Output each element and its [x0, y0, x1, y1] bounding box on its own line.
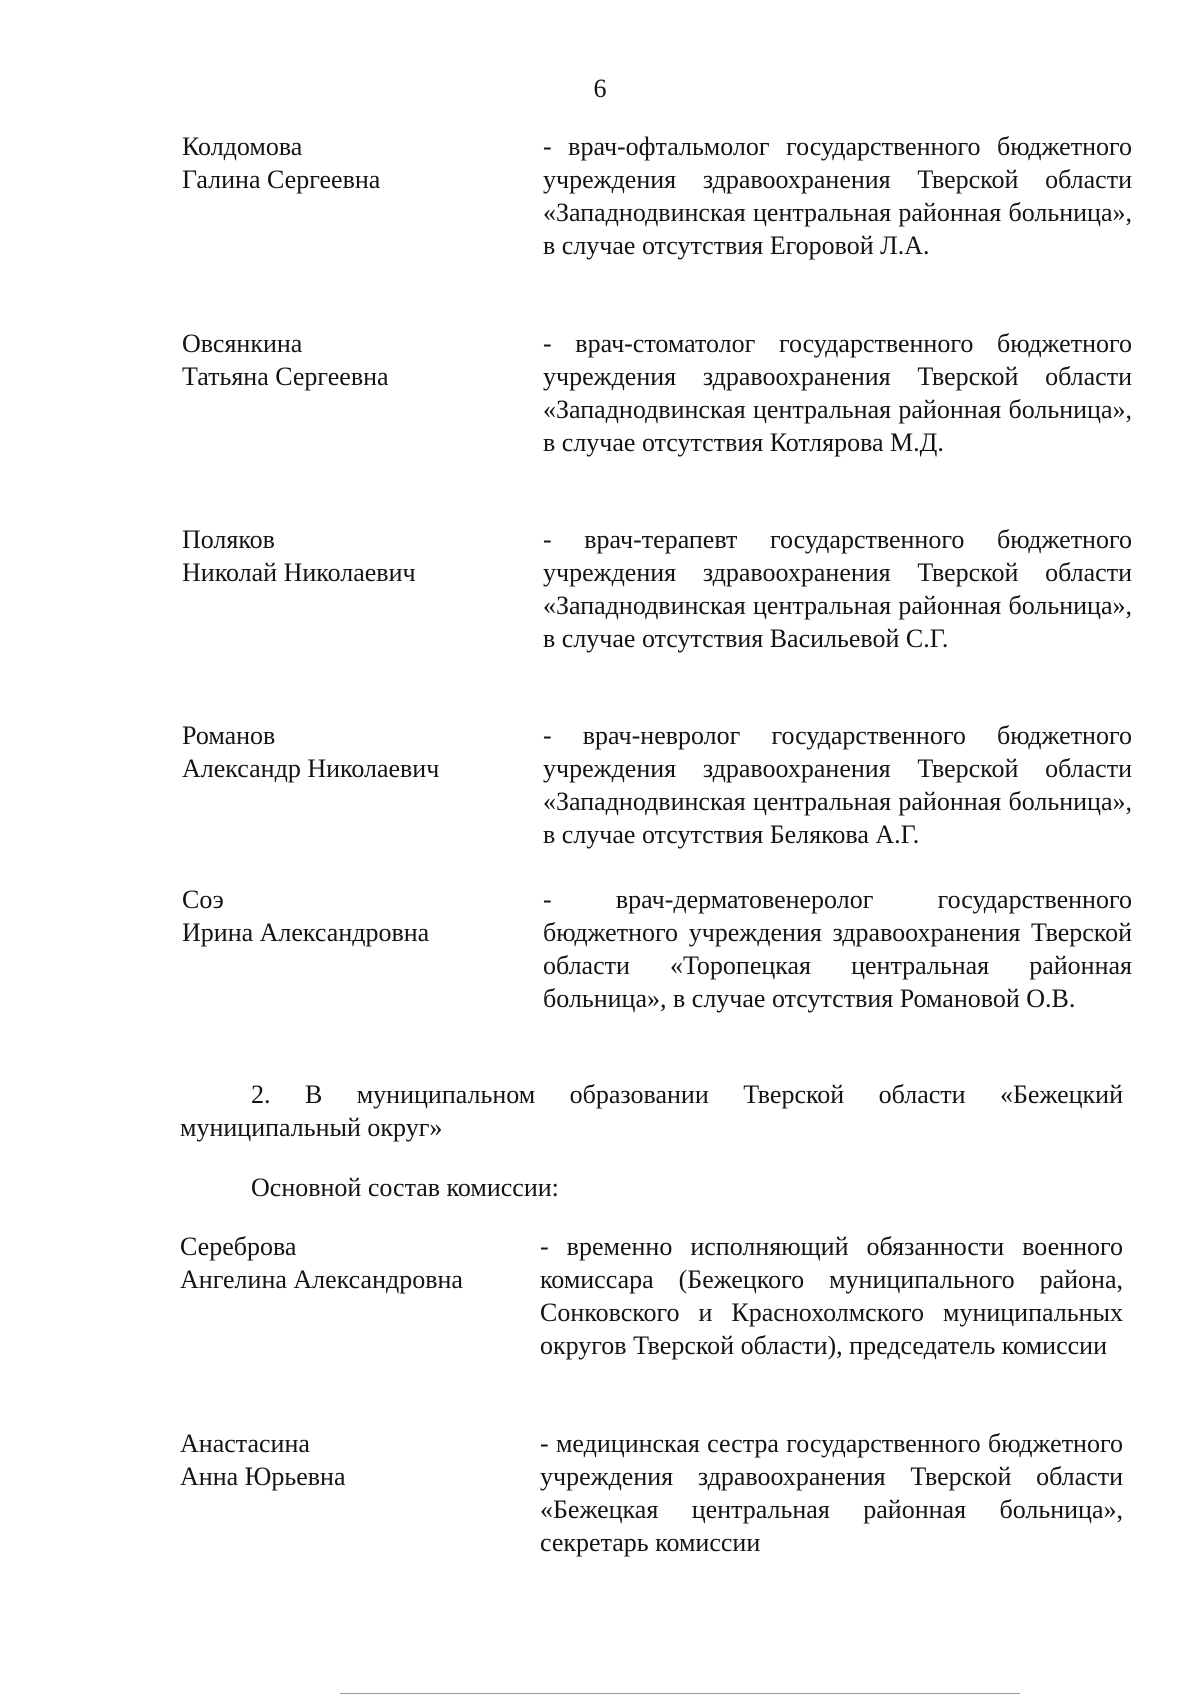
- bottom-edge-line: [340, 1693, 1020, 1694]
- member-description: - врач-стоматолог государственного бюджетного учреждения здравоохранения Тверской области «Западнодвинская центральная районная больница», в случае отсутствия Котлярова М.Д.: [543, 329, 1132, 457]
- member-surname: Соэ: [182, 885, 224, 914]
- member-surname: Колдомова: [182, 132, 303, 161]
- member-surname: Романов: [182, 721, 276, 750]
- member-description: - врач-невролог государственного бюджетного учреждения здравоохранения Тверской области «Западнодвинская центральная районная больница», в случае отсутствия Белякова А.Г.: [543, 721, 1132, 849]
- member-description: - врач-терапевт государственного бюджетного учреждения здравоохранения Тверской области «Западнодвинская центральная районная больница», в случае отсутствия Васильевой С.Г.: [543, 525, 1132, 653]
- member-name: [182, 523, 522, 589]
- member-given-names: Александр Николаевич: [182, 754, 440, 783]
- member-given-names: Анна Юрьевна: [180, 1462, 346, 1491]
- member-name: [180, 1427, 520, 1493]
- member-surname: Поляков: [182, 525, 275, 554]
- member-name: [182, 883, 522, 949]
- member-description: - врач-дерматовенеролог государственного бюджетного учреждения здравоохранения Тверской области «Торопецкая центральная районная больница», в случае отсутствия Романовой О.В.: [543, 885, 1132, 1013]
- member-name: [180, 1230, 520, 1296]
- member-given-names: Ангелина Александровна: [180, 1265, 463, 1294]
- member-surname: Сереброва: [180, 1232, 297, 1261]
- member-given-names: Галина Сергеевна: [182, 165, 381, 194]
- member-surname: Анастасина: [180, 1429, 310, 1458]
- member-description: - медицинская сестра государственного бюджетного учреждения здравоохранения Тверской области «Бежецкая центральная районная больница», секретарь комиссии: [540, 1429, 1123, 1557]
- member-name: [182, 719, 522, 785]
- member-description: - временно исполняющий обязанности военного комиссара (Бежецкого муниципального района, Сонковского и Краснохолмского муниципальных округов Тверской области), председатель комиссии: [540, 1232, 1123, 1360]
- section-2-paragraph: 2. В муниципальном образовании Тверской области «Бежецкий муниципальный округ»: [180, 1080, 1123, 1142]
- member-surname: Овсянкина: [182, 329, 303, 358]
- member-given-names: Николай Николаевич: [182, 558, 416, 587]
- member-name: [182, 327, 522, 393]
- main-composition-heading: Основной состав комиссии:: [251, 1173, 559, 1202]
- member-name: [182, 130, 522, 196]
- member-given-names: Ирина Александровна: [182, 918, 430, 947]
- member-given-names: Татьяна Сергеевна: [182, 362, 389, 391]
- member-description: - врач-офтальмолог государственного бюджетного учреждения здравоохранения Тверской области «Западнодвинская центральная районная больница», в случае отсутствия Егоровой Л.А.: [543, 132, 1132, 260]
- page-number: 6: [593, 74, 607, 103]
